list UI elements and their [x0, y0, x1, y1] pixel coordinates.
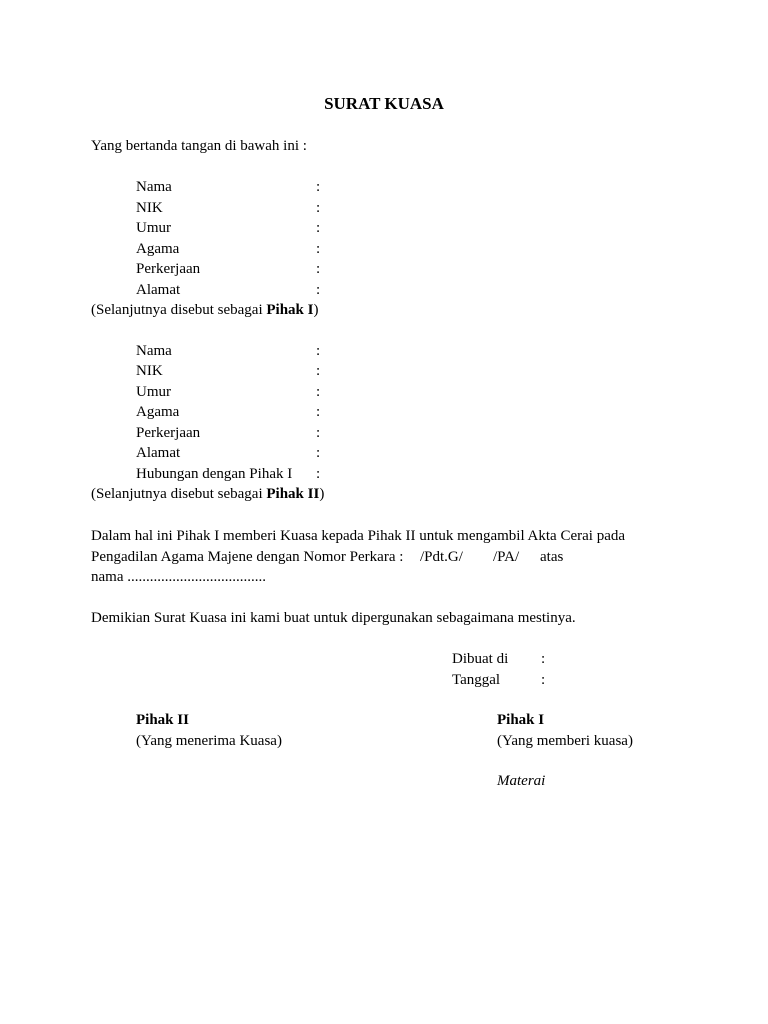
body-line-2: Pengadilan Agama Majene dengan Nomor Perkara : — [91, 549, 404, 565]
party2-field-colon: : — [316, 343, 321, 359]
party2-field-label: NIK — [136, 363, 163, 379]
body-line-1: Dalam hal ini Pihak I memberi Kuasa kepada Pihak II untuk mengambil Akta Cerai pada — [91, 528, 626, 544]
body-line-3: nama ..................................... — [91, 569, 266, 585]
party2-field-label: Perkerjaan — [136, 425, 201, 441]
party1-field-colon: : — [316, 200, 321, 216]
party1-field-label: NIK — [136, 200, 163, 216]
party2-field-label: Umur — [136, 384, 171, 400]
case-number-segment-pa: /PA/ — [493, 549, 520, 565]
party1-field-label: Perkerjaan — [136, 261, 201, 277]
case-number-segment-pdt: /Pdt.G/ — [420, 549, 463, 565]
party1-field-colon: : — [316, 179, 321, 195]
party1-field-label: Alamat — [136, 282, 181, 298]
party2-field-colon: : — [316, 466, 321, 482]
body-line-2-end: atas — [540, 549, 564, 565]
party2-field-colon: : — [316, 363, 321, 379]
party2-field-label: Agama — [136, 404, 180, 420]
party2-field-colon: : — [316, 384, 321, 400]
intro-text: Yang bertanda tangan di bawah ini : — [91, 138, 307, 154]
document-title: SURAT KUASA — [324, 94, 444, 113]
tanggal-label: Tanggal — [452, 672, 501, 688]
tanggal-colon: : — [541, 672, 546, 688]
party1-note-prefix: (Selanjutnya disebut sebagai — [91, 302, 267, 318]
party2-designation — [91, 484, 324, 504]
party2-field-label: Alamat — [136, 445, 181, 461]
party1-field-colon: : — [316, 261, 321, 277]
signature-right-name: Pihak I — [497, 712, 545, 728]
party1-field-colon: : — [316, 241, 321, 257]
dibuat-colon: : — [541, 651, 546, 667]
party2-note-suffix: ) — [319, 486, 325, 502]
closing-statement: Demikian Surat Kuasa ini kami buat untuk dipergunakan sebagaimana mestinya. — [91, 610, 576, 626]
party1-field-label: Agama — [136, 241, 180, 257]
party1-field-label: Nama — [136, 179, 172, 195]
dibuat-label: Dibuat di — [452, 651, 509, 667]
party1-field-colon: : — [316, 220, 321, 236]
party2-field-colon: : — [316, 404, 321, 420]
party1-field-label: Umur — [136, 220, 171, 236]
party1-field-colon: : — [316, 282, 321, 298]
party2-field-colon: : — [316, 445, 321, 461]
signature-left-name: Pihak II — [136, 712, 189, 728]
signature-right-role: (Yang memberi kuasa) — [497, 733, 633, 749]
party2-note-bold: Pihak II — [266, 486, 320, 502]
party1-designation — [91, 300, 318, 320]
materai-label: Materai — [497, 773, 546, 789]
party2-field-colon: : — [316, 425, 321, 441]
signature-left-role: (Yang menerima Kuasa) — [136, 733, 282, 749]
party1-note-bold: Pihak I — [266, 302, 314, 318]
party2-field-label: Nama — [136, 343, 172, 359]
party2-field-label: Hubungan dengan Pihak I — [136, 466, 293, 482]
party2-note-prefix: (Selanjutnya disebut sebagai — [91, 486, 267, 502]
party1-note-suffix: ) — [313, 302, 319, 318]
